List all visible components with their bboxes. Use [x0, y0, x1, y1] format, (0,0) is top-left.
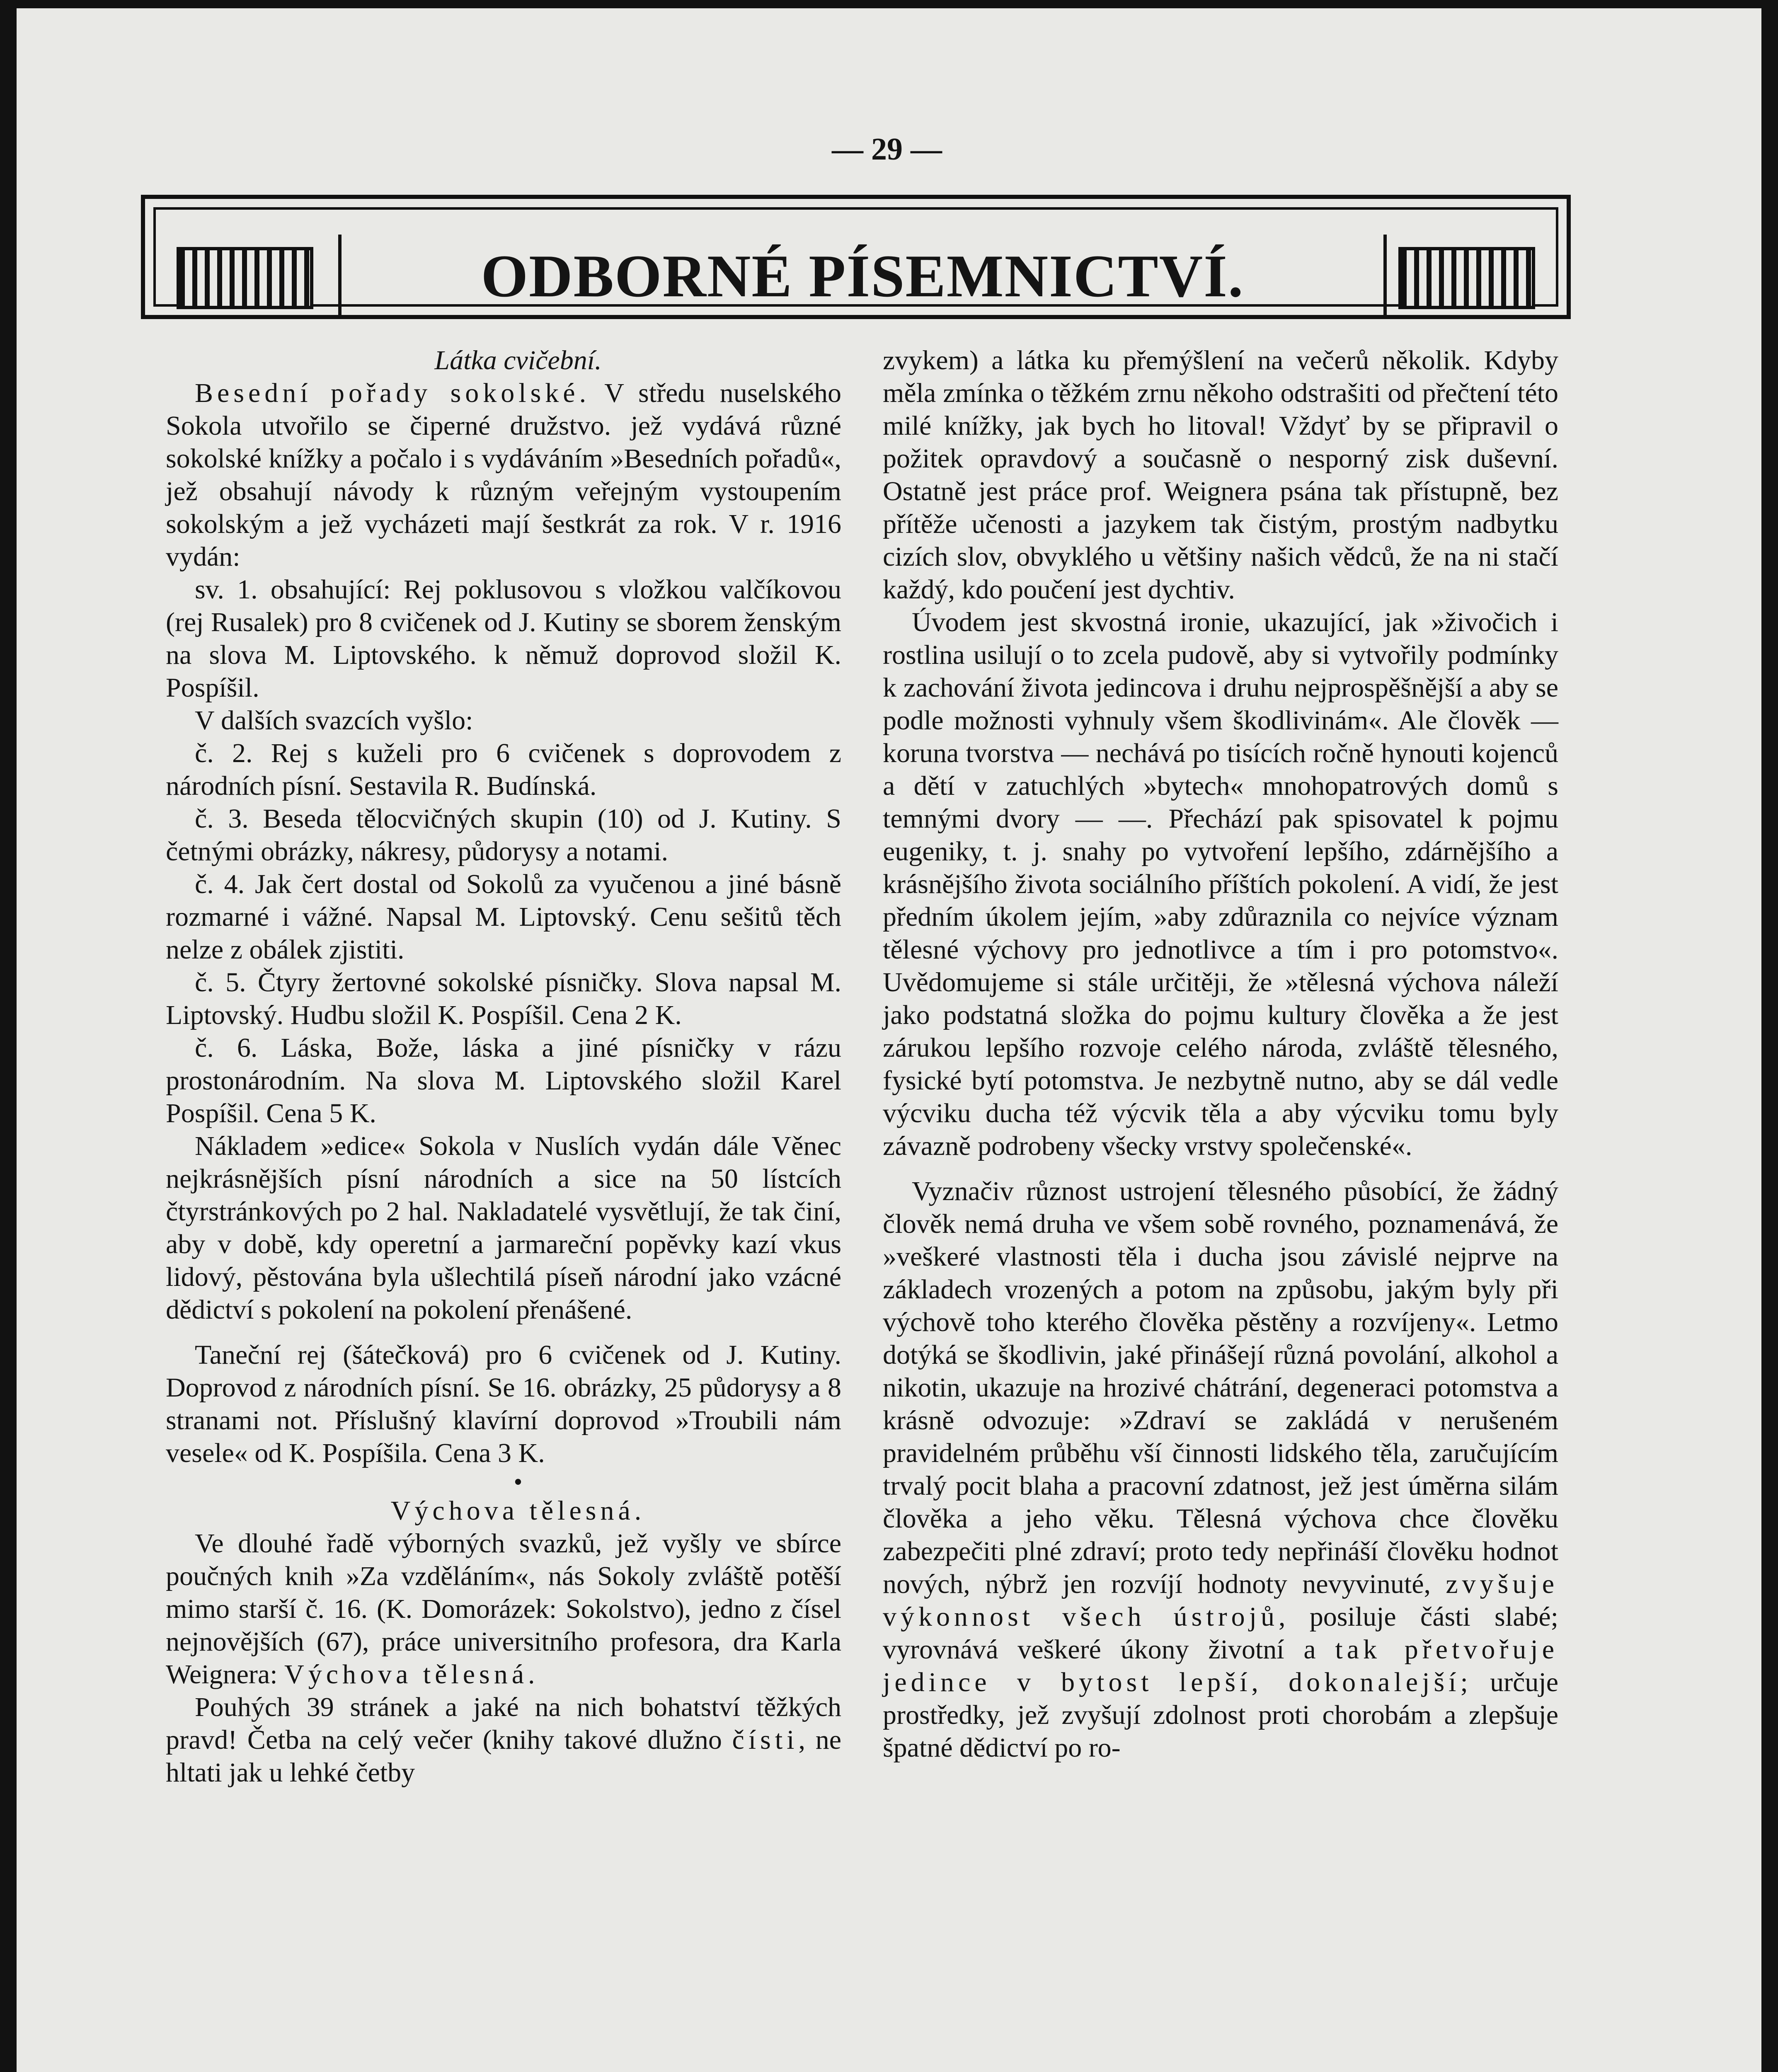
paragraph: č. 6. Láska, Bože, láska a jiné písničky v rázu prostonárodním. Na slova M. Liptovského složil Karel Pospíšil. Cena 5 K.: [166, 1033, 841, 1128]
section-header-frame: [141, 195, 1571, 319]
spaced-word: čísti: [732, 1725, 799, 1755]
paragraph: Taneční rej (šátečková) pro 6 cvičenek od J. Kutiny. Doprovod z národních písní. Se 16. obrázky, 25 půdorysy a 8 stranami not. Příslušný klavírní doprovod »Troubili nám vesele« od K. Pospíšila. Cena 3 K.: [166, 1340, 841, 1468]
ornament-right-icon: [1398, 247, 1535, 309]
paragraph-text: Ve dlouhé řadě výborných svazků, jež vyšly ve sbírce poučných knih »Za vzděláním«, nás Sokoly zvláště potěší mimo starší č. 16. (K. Domorázek: Sokolstvo), jedno z čísel nejnovějších (67), práce universitního profesora, dra Karla Weignera:: [166, 1528, 841, 1690]
header-inner-border: [153, 207, 1558, 310]
paragraph: zvykem) a látka ku přemýšlení na večerů několik. Kdyby měla zmínka o těžkém zrnu někoho odstrašiti od přečtení této milé knížky, jak bych ho litoval! Vždyť by se připravil o požitek opravdový a současně o nesporný zisk duševní. Ostatně jest práce prof. Weignera psána tak přístupně, bez přítěže učenosti a jazykem tak čistým, prostým nadbytku cizích slov, obvyklého u většiny našich vědců, že na ni stačí každý, kdo poučení jest dychtiv.: [883, 345, 1558, 605]
paragraph: [883, 1175, 1558, 1764]
heading-latka-cvicebni: Látka cvičební.: [434, 345, 602, 375]
paragraph: č. 2. Rej s kuželi pro 6 cvičenek s doprovodem z národních písní. Sestavila R. Budínská.: [166, 738, 841, 801]
paragraph: [166, 1527, 841, 1691]
title-box: [338, 235, 1387, 317]
spaced-title: Besední pořady sokolské.: [195, 378, 591, 408]
left-column: [166, 344, 841, 1789]
spaced-phrase: zvyšuje výkonnost všech ústrojů: [883, 1569, 1558, 1632]
paragraph-text: , posiluje části slabé; vyrovnává veškeré úkony životní a: [883, 1602, 1558, 1665]
page-number: — 29 —: [832, 132, 942, 167]
right-column: [883, 344, 1558, 1764]
spaced-title: Výchova tělesná.: [284, 1659, 539, 1690]
paragraph: Úvodem jest skvostná ironie, ukazující, jak »živočich i rostlina usilují o to zcela pudově, aby si vytvořily podmínky k zachování života jedincova i druhu nejprospěšnější a aby se podle možnosti vyhnuly všem škodlivinám«. Ale člověk — koruna tvorstva — nechává po tisících ročně hynouti kojenců a dětí v zatuchlých »bytech« mnohopatrových domů s temnými dvory — —. Přechází pak spisovatel k pojmu eugeniky, t. j. snahy po vytvoření lepšího, zdárnějšího a krásnějšího života sociálního příštích pokolení. A vidí, že jest předním úkolem jejím, »aby zdůraznila co nejvíce význam tělesné výchovy pro jednotlivce a tím i pro potomstvo«. Uvědomujeme si stále určitěji, že »tělesná výchova náleží jako podstatná složka do pojmu kultury člověka a že jest zárukou lepšího rozvoje celého národa, zvláště tělesného, fysické bytí potomstva. Je nezbytně nutno, aby se dál vedle výcviku ducha též výcvik těla a aby výcviku tomu byly závazně podrobeny všecky vrstvy společenské«.: [883, 607, 1558, 1161]
paragraph-text: ; určuje prostředky, jež zvyšují zdolnost proti chorobám a zlepšuje špatné dědictví po ro-: [883, 1667, 1558, 1763]
paragraph-text: , ne hltati jak u lehké četby: [166, 1725, 841, 1788]
paragraph: Nákladem »edice« Sokola v Nuslích vydán dále Věnec nejkrásnějších písní národních a sice na 50 lístcích čtyrstránkových po 2 hal. Nakladatelé vysvětlují, že tak činí, aby v době, kdy operetní a jarmareční popěvky kazí vkus lidový, pěstována byla ušlechtilá píseň národní jako vzácné dědictví s pokolení na pokolení přenášené.: [166, 1131, 841, 1325]
section-title: ODBORNÉ PÍSEMNICTVÍ.: [481, 242, 1244, 310]
scanned-page: [17, 8, 1761, 2072]
paragraph: č. 4. Jak čert dostal od Sokolů za vyučenou a jiné básně rozmarné i vážné. Napsal M. Liptovský. Cenu sešitů těch nelze z obálek zjistiti.: [166, 869, 841, 965]
heading-vychova-telesna: Výchova tělesná.: [390, 1496, 646, 1526]
paragraph-text: Vyznačiv různost ustrojení tělesného působící, že žádný člověk nemá druha ve všem sobě rovného, poznamenává, že »veškeré vlastnosti těla i ducha jsou závislé nejprve na základech vrozených a potom na způsobu, jakým byly při výchově toho kterého člověka pěstěny a rozvíjeny«. Letmo dotýká se škodlivin, jaké přinášejí různá povolání, alkohol a nikotin, ukazuje na hrozivé chátrání, degeneraci potomstva a krásně odvozuje: »Zdraví se zakládá v nerušeném pravidelném průběhu vší činnosti lidského těla, zaručujícím trvalý pocit blaha a pracovní zdatnost, jež jest úměrna silám člověka a jeho věku. Tělesná výchova chce člověku zabezpečiti plné zdraví; proto tedy nepřináší člověku hodnot nových, nýbrž jen rozvíjí hodnoty nevyvinuté,: [883, 1176, 1558, 1599]
paragraph: [166, 1691, 841, 1789]
paragraph: č. 5. Čtyry žertovné sokolské písničky. Slova napsal M. Liptovský. Hudbu složil K. Pospíšil. Cena 2 K.: [166, 967, 841, 1030]
separator-dot: •: [514, 1468, 523, 1496]
paragraph: sv. 1. obsahující: Rej poklusovou s vložkou valčíkovou (rej Rusalek) pro 8 cvičenek od J. Kutiny se sborem ženským na slova M. Liptovského. k němuž doprovod složil K. Pospíšil.: [166, 574, 841, 703]
paragraph: V dalších svazcích vyšlo:: [195, 705, 473, 736]
paragraph: č. 3. Beseda tělocvičných skupin (10) od J. Kutiny. S četnými obrázky, nákresy, půdorysy a notami.: [166, 804, 841, 867]
ornament-left-icon: [177, 247, 313, 309]
paragraph-text: Pouhých 39 stránek a jaké na nich bohatství těžkých pravd! Četba na celý večer (knihy takové dlužno: [166, 1692, 841, 1755]
spaced-phrase: tak přetvořuje jedince v bytost lepší, dokonalejší: [883, 1634, 1558, 1697]
paragraph-text: V středu nuselského Sokola utvořilo se čiperné družstvo. jež vydává různé sokolské knížky a počalo i s vydáváním »Besedních pořadů«, jež obsahují návody k různým veřejným vystoupením sokolským a jež vycházeti mají šestkrát za rok. V r. 1916 vydán:: [166, 378, 841, 572]
paragraph: [166, 377, 841, 573]
